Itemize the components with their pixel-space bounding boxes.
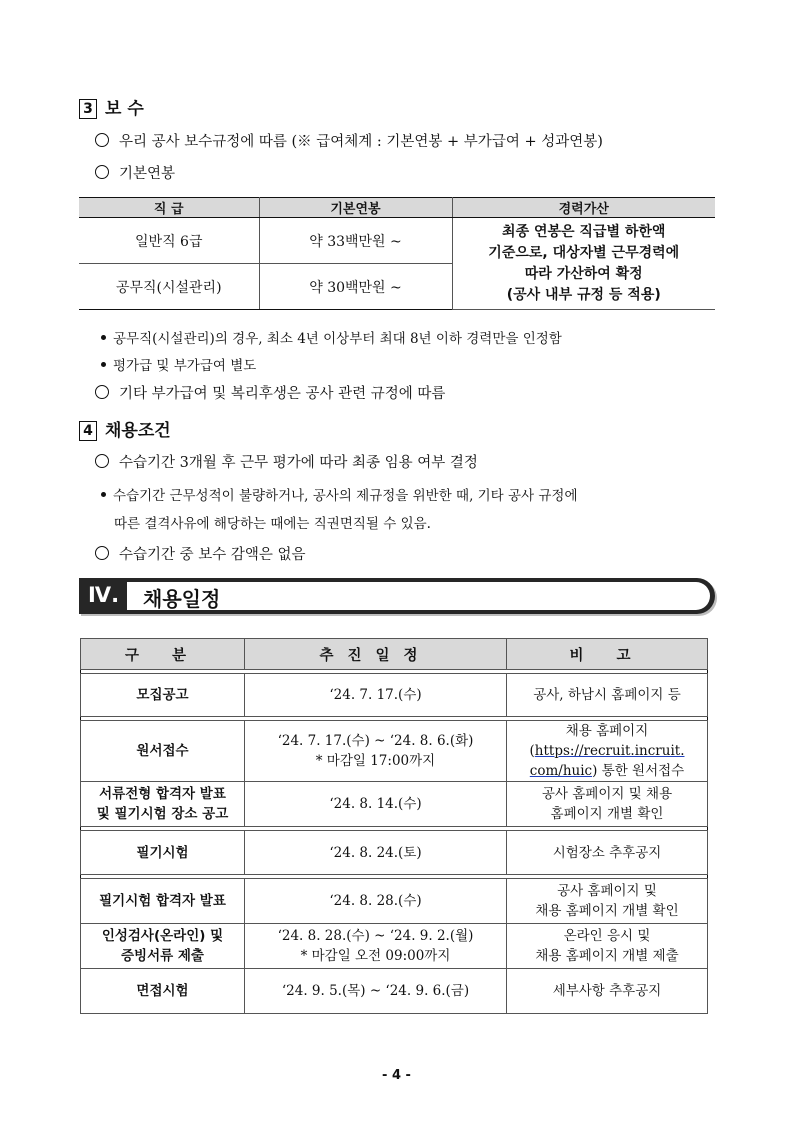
bullet-icon bbox=[101, 335, 106, 340]
table-row: 원서접수 ‘24. 7. 17.(수) ~ ‘24. 8. 6.(화) * 마감일 17:00까지 채용 홈페이지 (https://recruit.incruit. com/huic) 통한 원서접수 bbox=[81, 721, 708, 782]
chapter-title: 채용일정 bbox=[143, 587, 221, 611]
section-title: 보 수 bbox=[105, 99, 144, 119]
base-salary-item: 기본연봉 bbox=[95, 162, 175, 183]
bullet-item: 수습기간 근무성적이 불량하거나, 공사의 제규정을 위반한 때, 기타 공사 규정에 bbox=[101, 484, 578, 504]
section-number: 4 bbox=[79, 421, 97, 441]
bullet-item: 평가급 및 부가급여 별도 bbox=[101, 354, 256, 374]
table-row: 인성검사(온라인) 및 증빙서류 제출 ‘24. 8. 28.(수) ~ ‘24. 9. 2.(월) * 마감일 오전 09:00까지 온라인 응시 및 채용 홈페이지 개별 제출 bbox=[81, 924, 708, 969]
section-title: 채용조건 bbox=[105, 421, 171, 441]
probation-item: 수습기간 3개월 후 근무 평가에 따라 최종 임용 여부 결정 bbox=[95, 451, 478, 472]
table-row: 공무직(시설관리) 약 30백만원 ~ bbox=[79, 264, 715, 310]
page-number: - 4 - bbox=[382, 1068, 411, 1083]
table-row: 필기시험 합격자 발표 ‘24. 8. 28.(수) 공사 홈페이지 및 채용 홈페이지 개별 확인 bbox=[81, 879, 708, 924]
salary-table-header: 직 급 기본연봉 경력가산 bbox=[79, 198, 715, 218]
benefits-item: 기타 부가급여 및 복리후생은 공사 관련 규정에 따름 bbox=[95, 382, 445, 403]
circle-bullet-icon bbox=[95, 454, 109, 468]
section-number: 3 bbox=[79, 99, 97, 119]
section-4-heading bbox=[79, 416, 171, 441]
bullet-item: 공무직(시설관리)의 경우, 최소 4년 이상부터 최대 8년 이하 경력만을 인정함 bbox=[101, 327, 562, 347]
schedule-table-header: 구 분 추진일정 비 고 bbox=[81, 639, 708, 670]
table-row: 모집공고 ‘24. 7. 17.(수) 공사, 하남시 홈페이지 등 bbox=[81, 674, 708, 717]
circle-bullet-icon bbox=[95, 165, 109, 179]
bullet-icon bbox=[101, 492, 106, 497]
chapter-number: Ⅳ. bbox=[88, 583, 120, 607]
table-row: 서류전형 합격자 발표 및 필기시험 장소 공고 ‘24. 8. 14.(수) 공사 홈페이지 및 채용 홈페이지 개별 확인 bbox=[81, 782, 708, 827]
bullet-item-continued: 따른 결격사유에 해당하는 때에는 직권면직될 수 있음. bbox=[114, 516, 431, 532]
schedule-table bbox=[80, 638, 708, 1014]
table-row: 일반직 6급 약 33백만원 ~ 최종 연봉은 직급별 하한액 기준으로, 대상자별 근무경력에 따라 가산하여 확정 (공사 내부 규정 등 적용) bbox=[79, 218, 715, 264]
table-row: 면접시험 ‘24. 9. 5.(목) ~ ‘24. 9. 6.(금) 세부사항 추후공지 bbox=[81, 969, 708, 1014]
circle-bullet-icon bbox=[95, 546, 109, 560]
salary-reduction-item: 수습기간 중 보수 감액은 없음 bbox=[95, 543, 306, 564]
circle-bullet-icon bbox=[95, 385, 109, 399]
chapter-banner bbox=[79, 578, 717, 616]
table-row: 필기시험 ‘24. 8. 24.(토) 시험장소 추후공지 bbox=[81, 831, 708, 875]
recruit-link[interactable]: https://recruit.incruit. bbox=[534, 743, 685, 759]
circle-bullet-icon bbox=[95, 133, 109, 147]
salary-table bbox=[79, 197, 715, 310]
career-bonus-note: 최종 연봉은 직급별 하한액 기준으로, 대상자별 근무경력에 따라 가산하여 확정 (공사 내부 규정 등 적용) bbox=[452, 218, 715, 310]
bullet-icon bbox=[101, 362, 106, 367]
recruit-link-continued[interactable]: com/huic bbox=[529, 763, 593, 779]
section-3-heading bbox=[79, 94, 144, 119]
pay-rule-item: 우리 공사 보수규정에 따름 (※ 급여체계 : 기본연봉 + 부가급여 + 성과연봉) bbox=[95, 130, 603, 151]
